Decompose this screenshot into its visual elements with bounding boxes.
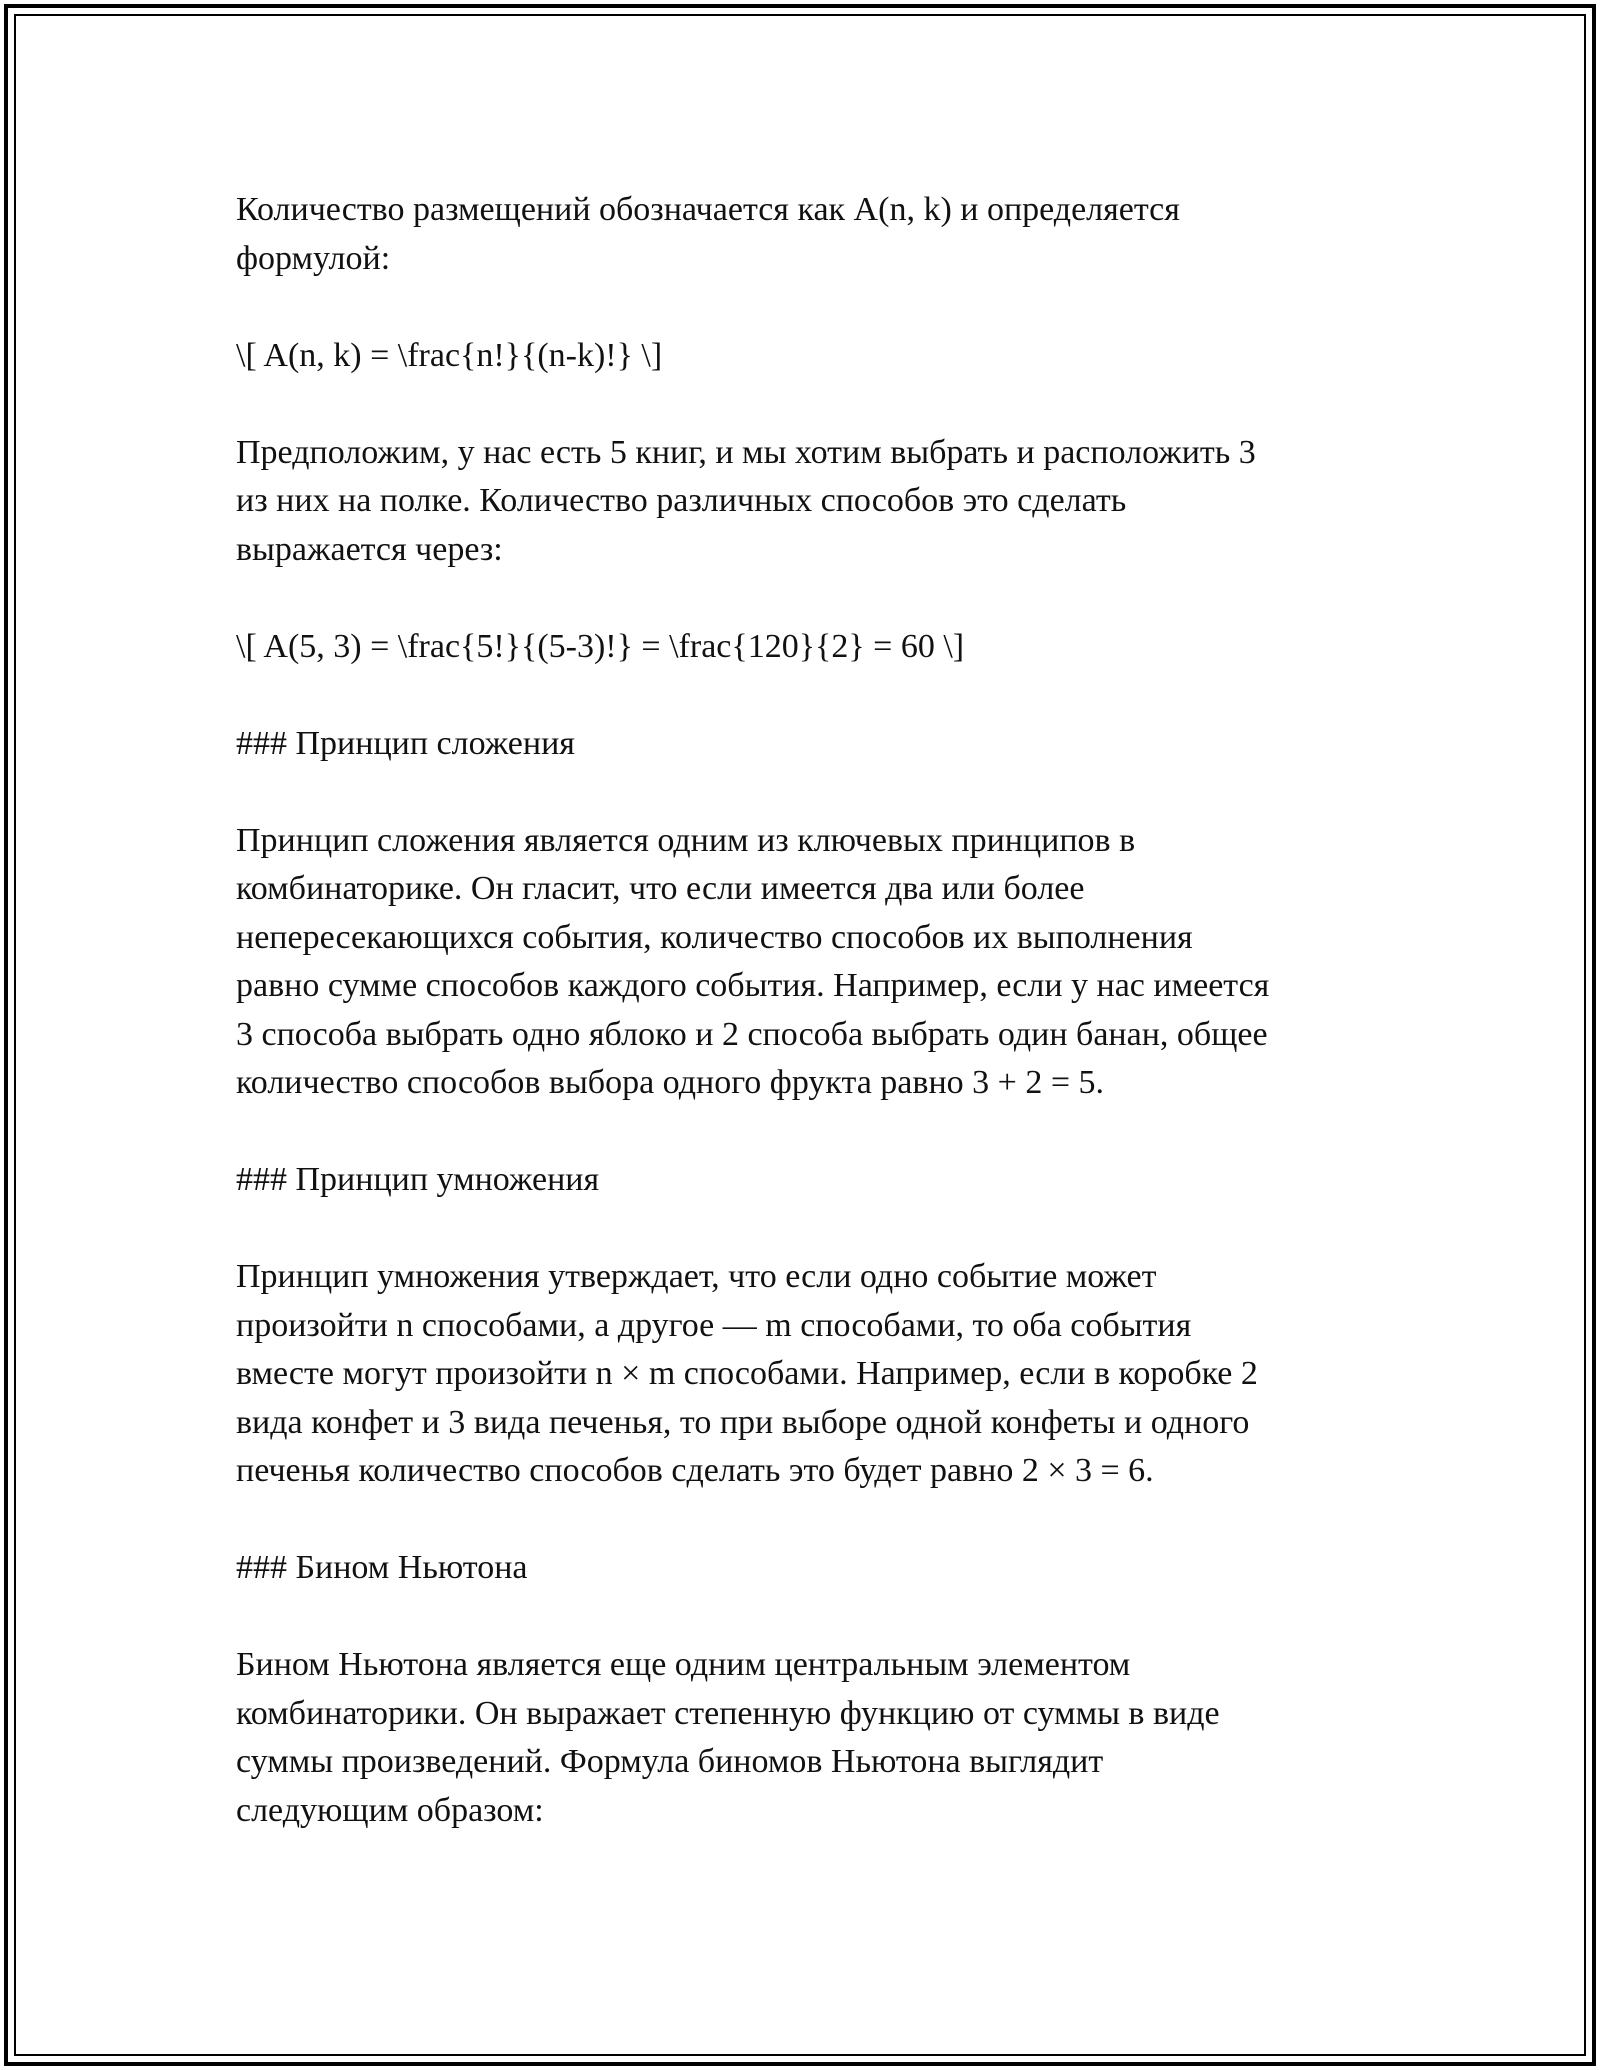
heading-addition-principle: ### Принцип сложения xyxy=(236,724,575,762)
formula-arrangements: \[ A(n, k) = \frac{n!}{(n-k)!} \] xyxy=(236,336,663,374)
heading-multiplication-principle: ### Принцип умножения xyxy=(236,1161,600,1198)
formula-books-example: \[ A(5, 3) = \frac{5!}{(5-3)!} = \frac{120}{2} = 60 \] xyxy=(236,627,965,665)
paragraph-binomial: Бином Ньютона является еще одним центральным элементом комбинаторики. Он выражает степенную функцию от суммы в виде суммы произведений. Формула биномов Ньютона выглядит следующим образом: xyxy=(236,1646,1220,1829)
heading-binomial: ### Бином Ньютона xyxy=(236,1549,528,1586)
paragraph-books-example: Предположим, у нас есть 5 книг, и мы хотим выбрать и расположить 3 из них на полке. Количество различных способов это сделать выражается через: xyxy=(236,433,1256,568)
paragraph-multiplication-principle: Принцип умножения утверждает, что если одно событие может произойти n способами, а другое — m способами, то оба события вместе могут произойти n × m способами. Например, если в коробке 2 вида конфет и 3 вида печенья, то при выборе одной конфеты и одного печенья количество способов сделать это будет равно 2 × 3 = 6. xyxy=(236,1258,1258,1489)
document-body xyxy=(236,186,1366,1835)
paragraph-addition-principle: Принцип сложения является одним из ключевых принципов в комбинаторике. Он гласит, что если имеется два или более непересекающихся события, количество способов их выполнения равно сумме способов каждого события. Например, если у нас имеется 3 способа выбрать одно яблоко и 2 способа выбрать один банан, общее количество способов выбора одного фрукта равно 3 + 2 = 5. xyxy=(236,821,1270,1101)
paragraph-arrangements-intro: Количество размещений обозначается как A(n, k) и определяется формулой: xyxy=(236,191,1180,277)
